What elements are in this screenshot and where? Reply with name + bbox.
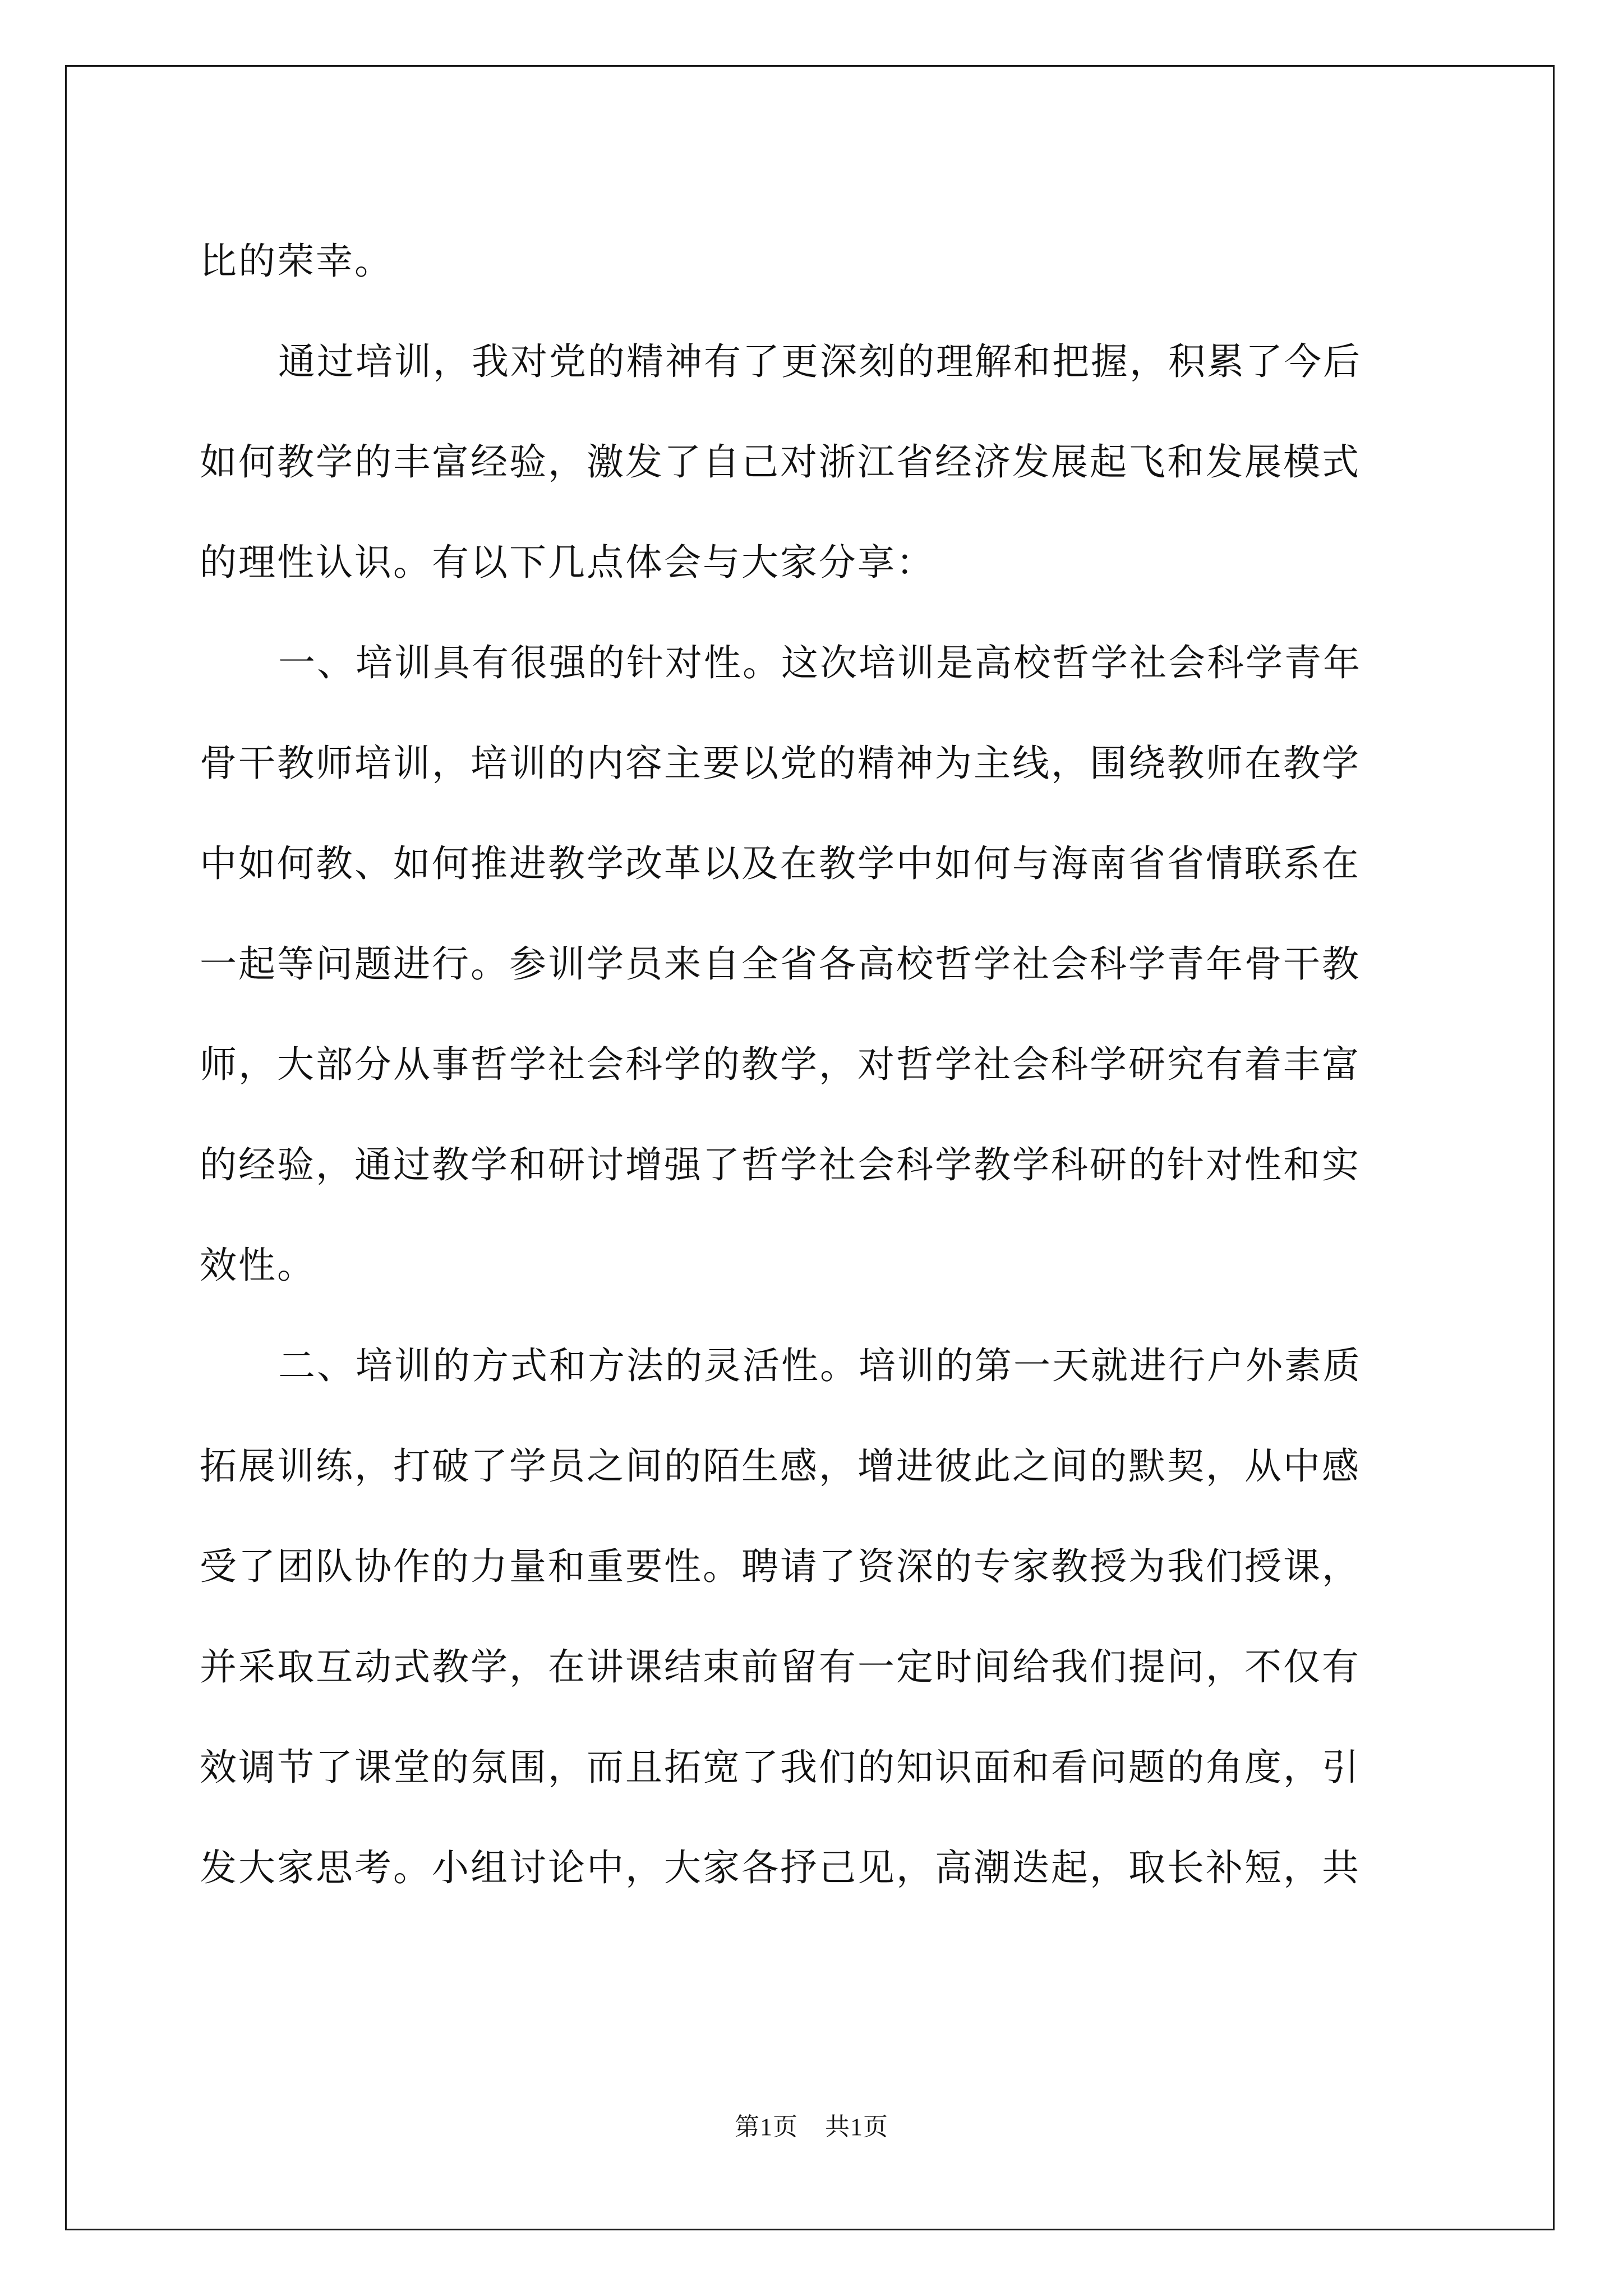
text-line: 效调节了课堂的氛围，而且拓宽了我们的知识面和看问题的角度，引 bbox=[200, 1746, 1361, 1789]
text-line: 拓展训练，打破了学员之间的陌生感，增进彼此之间的默契，从中感 bbox=[200, 1444, 1361, 1488]
text-line: 效性。 bbox=[200, 1244, 316, 1287]
page-number: 第1页 bbox=[735, 2113, 798, 2141]
text-line: 一起等问题进行。参训学员来自全省各高校哲学社会科学青年骨干教 bbox=[200, 942, 1361, 986]
text-line: 并采取互动式教学，在讲课结束前留有一定时间给我们提问，不仅有 bbox=[200, 1645, 1361, 1688]
paragraph-start-line: 通过培训，我对党的精神有了更深刻的理解和把握，积累了今后 bbox=[278, 340, 1362, 383]
paragraph-start-line: 一、培训具有很强的针对性。这次培训是高校哲学社会科学青年 bbox=[278, 641, 1362, 684]
text-line: 发大家思考。小组讨论中，大家各抒己见，高潮迭起，取长补短，共 bbox=[200, 1846, 1361, 1889]
document-body bbox=[200, 211, 1433, 1918]
text-line: 比的荣幸。 bbox=[200, 240, 393, 283]
text-line: 骨干教师培训，培训的内容主要以党的精神为主线，围绕教师在教学 bbox=[200, 742, 1361, 785]
text-line: 如何教学的丰富经验，激发了自己对浙江省经济发展起飞和发展模式 bbox=[200, 440, 1361, 484]
text-line: 的理性认识。有以下几点体会与大家分享： bbox=[200, 541, 935, 584]
paragraph-start-line: 二、培训的方式和方法的灵活性。培训的第一天就进行户外素质 bbox=[278, 1344, 1362, 1387]
text-line: 受了团队协作的力量和重要性。聘请了资深的专家教授为我们授课， bbox=[200, 1545, 1361, 1588]
text-line: 的经验，通过教学和研讨增强了哲学社会科学教学科研的针对性和实 bbox=[200, 1143, 1361, 1186]
text-line: 师，大部分从事哲学社会科学的教学，对哲学社会科学研究有着丰富 bbox=[200, 1043, 1361, 1086]
page-footer bbox=[0, 2106, 1623, 2142]
text-line: 中如何教、如何推进教学改革以及在教学中如何与海南省省情联系在 bbox=[200, 842, 1361, 885]
page-total: 共1页 bbox=[825, 2113, 888, 2141]
